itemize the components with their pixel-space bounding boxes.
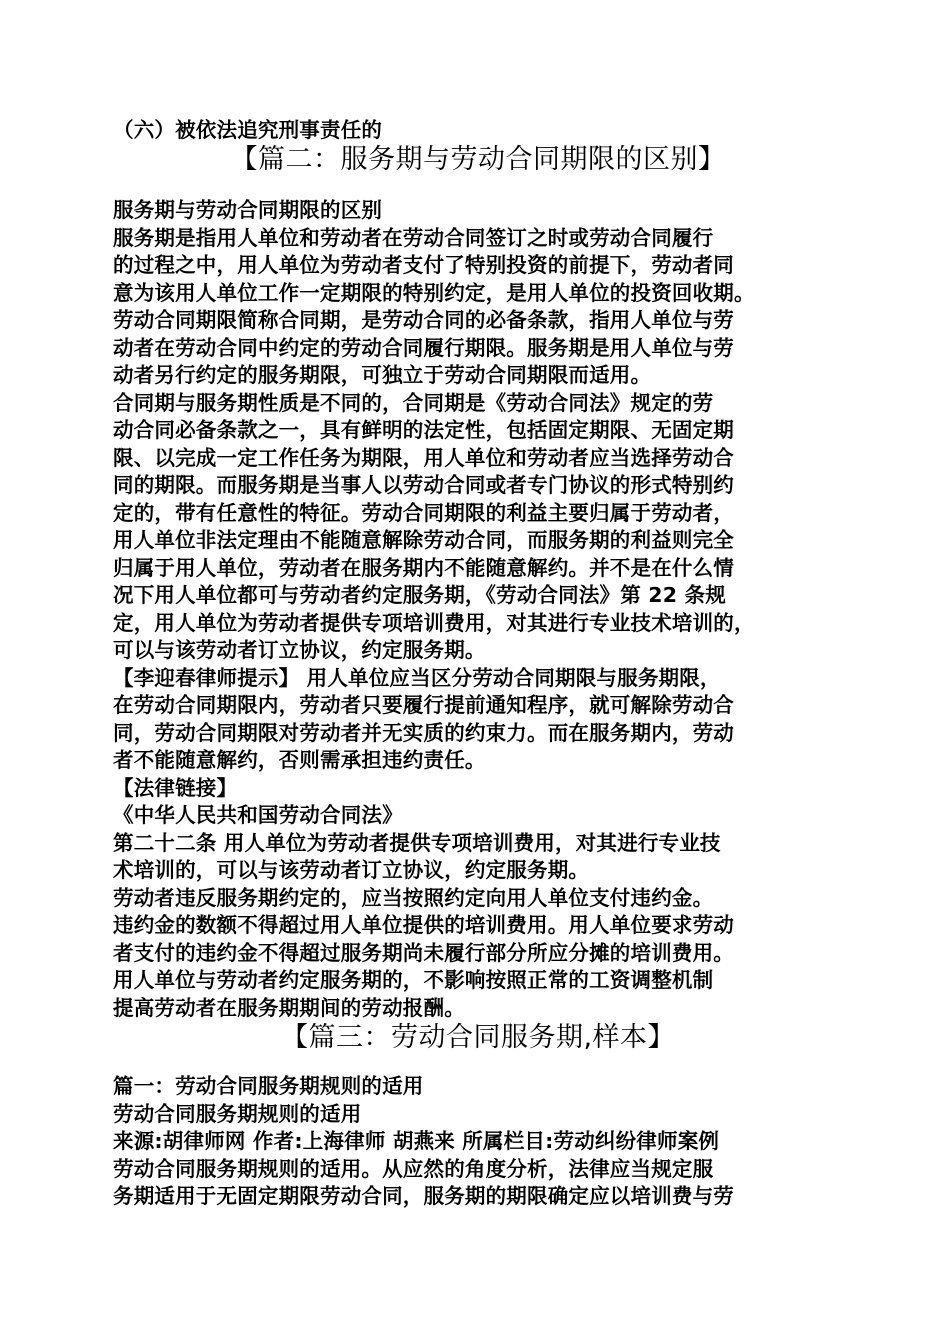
subtitle-line: 服务期与劳动合同期限的区别 [113, 198, 383, 222]
text-line: 可以与该劳动者订立协议，约定服务期。 [113, 638, 486, 662]
text-line: 劳动合同期限简称合同期，是劳动合同的必备条款，指用人单位与劳 [113, 308, 734, 332]
part3-body [113, 1073, 843, 1211]
text-line: 违约金的数额不得超过用人单位提供的培训费用。用人单位要求劳动 [113, 913, 734, 937]
text-line: 的过程之中，用人单位为劳动者支付了特别投资的前提下，劳动者同 [113, 253, 734, 277]
text-line: 提高劳动者在服务期期间的劳动报酬。 [113, 995, 465, 1020]
text-line: 第二十二条 用人单位为劳动者提供专项培训费用，对其进行专业技 [113, 830, 721, 855]
text-line: 动合同必备条款之一，具有鲜明的法定性，包括固定期限、无固定期 [113, 418, 734, 442]
text-line: 劳动合同服务期规则的适用。从应然的角度分析，法律应当规定服 [113, 1156, 714, 1181]
text-line: 合同期与服务期性质是不同的，合同期是《劳动合同法》规定的劳 [113, 390, 714, 415]
text-line: 在劳动合同期限内，劳动者只要履行提前通知程序，就可解除劳动合 [113, 693, 734, 717]
text-line: 同，劳动合同期限对劳动者并无实质的约束力。而在服务期内，劳动 [113, 720, 734, 745]
subtitle-line: 劳动合同服务期规则的适用 [113, 1101, 362, 1126]
text-line: 者不能随意解约，否则需承担违约责任。 [113, 748, 486, 772]
source-line: 来源:胡律师网 作者:上海律师 胡燕来 所属栏目:劳动纠纷律师案例 [113, 1129, 720, 1153]
text-line: 限、以完成一定工作任务为期限，用人单位和劳动者应当选择劳动合 [113, 445, 734, 470]
text-line: 服务期是指用人单位和劳动者在劳动合同签订之时或劳动合同履行 [113, 225, 714, 250]
text-line: 动者在劳动合同中约定的劳动合同履行期限。服务期是用人单位与劳 [113, 335, 734, 360]
text-line: 用人单位与劳动者约定服务期的，不影响按照正常的工资调整机制 [113, 968, 714, 992]
text-line: 定，用人单位为劳动者提供专项培训费用，对其进行专业技术培训的， [113, 610, 755, 635]
subtitle-line: 篇一：劳动合同服务期规则的适用 [113, 1074, 424, 1098]
section-heading-part2: 【篇二：服务期与劳动合同期限的区别】 [230, 144, 726, 175]
text-line: 用人单位非法定理由不能随意解除劳动合同，而服务期的利益则完全 [113, 528, 734, 552]
text-line: 者支付的违约金不得超过服务期尚未履行部分所应分摊的培训费用。 [113, 940, 734, 965]
text-line: 归属于用人单位，劳动者在服务期内不能随意解约。并不是在什么情 [113, 555, 734, 580]
previous-list-item [113, 117, 843, 145]
text-line: 动者另行约定的服务期限，可独立于劳动合同期限而适用。 [113, 363, 652, 387]
text-line: 况下用人单位都可与劳动者约定服务期，《劳动合同法》第 22 条规 [113, 583, 726, 607]
text-line: （六）被依法追究刑事责任的 [113, 118, 383, 142]
part2-body [113, 197, 843, 1022]
text-line: 劳动者违反服务期约定的，应当按照约定向用人单位支付违约金。 [113, 885, 714, 910]
lawyer-tip-line: 【李迎春律师提示】 用人单位应当区分劳动合同期限与服务期限， [113, 665, 721, 690]
text-line: 务期适用于无固定期限劳动合同，服务期的期限确定应以培训费与劳 [113, 1184, 734, 1208]
text-line: 同的期限。而服务期是当事人以劳动合同或者专门协议的形式特别约 [113, 473, 734, 497]
legal-link-label: 【法律链接】 [113, 775, 238, 800]
section-heading-part3: 【篇三：劳动合同服务期,样本】 [280, 1022, 676, 1053]
text-line: 术培训的，可以与该劳动者订立协议，约定服务期。 [113, 858, 590, 882]
text-line: 意为该用人单位工作一定期限的特别约定，是用人单位的投资回收期。 [113, 280, 755, 305]
text-line: 定的，带有任意性的特征。劳动合同期限的利益主要归属于劳动者， [113, 500, 734, 525]
law-title: 《中华人民共和国劳动合同法》 [113, 803, 403, 827]
